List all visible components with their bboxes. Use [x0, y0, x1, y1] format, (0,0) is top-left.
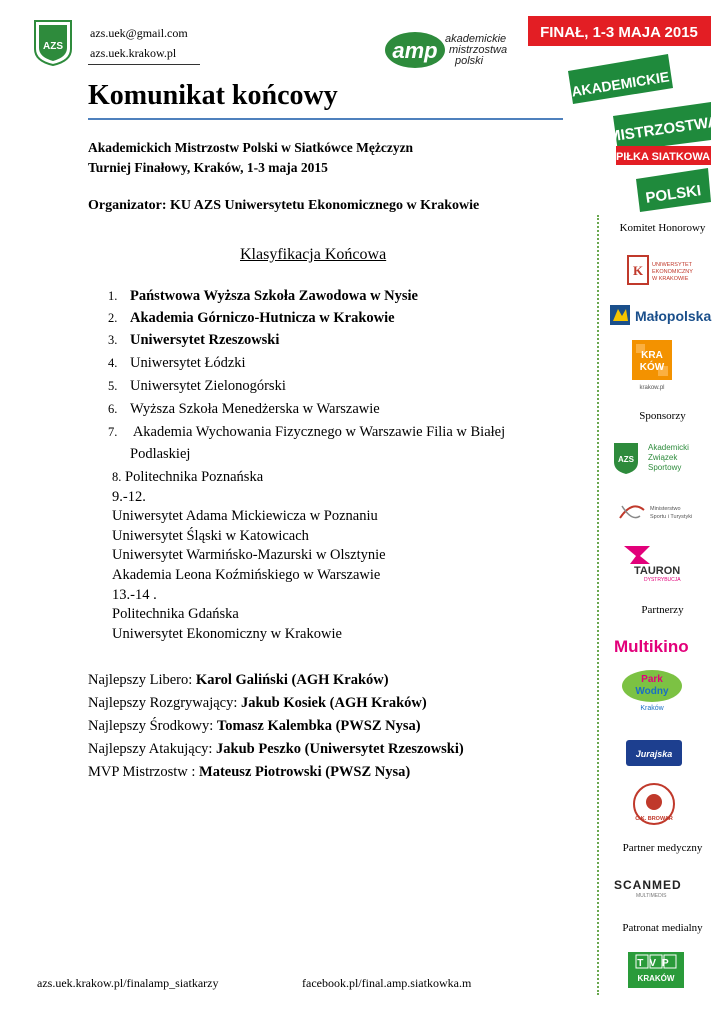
rank-number: 2. [108, 311, 118, 325]
svg-text:MISTRZOSTWA: MISTRZOSTWA [607, 113, 711, 146]
rank-number: 7. [108, 425, 118, 439]
final-banner [528, 16, 711, 213]
azs-logo [33, 19, 73, 67]
page-title: Komunikat końcowy [88, 80, 338, 111]
title-rule [88, 118, 563, 120]
footer-link-facebook[interactable]: facebook.pl/final.amp.siatkowka.m [302, 976, 472, 990]
team-name: Akademia Górniczo-Hutnicza w Krakowie [130, 310, 395, 326]
svg-text:Kraków: Kraków [640, 705, 664, 712]
ranking-item-3 [108, 332, 279, 349]
svg-text:Związek: Związek [648, 453, 678, 462]
ranking-item-2 [108, 310, 395, 327]
svg-text:Multikino: Multikino [614, 637, 689, 656]
svg-text:TAURON: TAURON [634, 565, 681, 577]
svg-text:W KRAKOWIE: W KRAKOWIE [652, 276, 689, 282]
ministry-logo [610, 498, 715, 524]
azs-sponsor-logo [610, 440, 715, 476]
svg-text:C.K. BROWAR: C.K. BROWAR [635, 816, 673, 822]
group-team: Uniwersytet Warmińsko-Mazurski w Olsztynie [112, 547, 386, 563]
svg-text:krakow.pl: krakow.pl [639, 385, 665, 391]
svg-text:DYSTRYBUCJA: DYSTRYBUCJA [644, 577, 681, 582]
tvp-krakow-logo [610, 950, 715, 990]
group-team: Uniwersytet Śląski w Katowicach [112, 528, 309, 544]
award-libero [88, 672, 389, 689]
organizer: Organizator: KU AZS Uniwersytetu Ekonomicznego w Krakowie [88, 198, 480, 213]
rank-number: 5. [108, 379, 118, 393]
svg-text:Małopolska: Małopolska [635, 308, 712, 324]
svg-text:polski: polski [455, 55, 484, 67]
tauron-logo [610, 542, 715, 582]
amp-logo [383, 22, 523, 74]
award-label: MVP Mistrzostw : [88, 764, 200, 780]
partners-label: Partnerzy [641, 604, 684, 616]
ranking-item-4 [108, 355, 246, 372]
svg-text:mistrzostwa: mistrzostwa [449, 44, 508, 56]
svg-text:Akademicki: Akademicki [648, 443, 689, 452]
award-setter [88, 695, 427, 712]
svg-text:amp: amp [392, 38, 438, 63]
contact-underline [88, 64, 200, 65]
team-name: Uniwersytet Zielonogórski [130, 378, 286, 394]
svg-text:Wodny: Wodny [635, 686, 669, 697]
svg-text:EKONOMICZNY: EKONOMICZNY [652, 269, 693, 275]
scanmed-logo [610, 875, 715, 899]
svg-text:POLSKI: POLSKI [644, 182, 703, 207]
svg-text:AZS: AZS [43, 41, 63, 52]
svg-text:K: K [632, 263, 644, 278]
award-winner: Jakub Peszko (Uniwersytet Rzeszowski) [216, 741, 464, 757]
ranking-item-8 [112, 469, 263, 486]
svg-text:Park: Park [641, 674, 663, 685]
svg-text:AZS: AZS [618, 455, 634, 464]
svg-text:Ministerstwo: Ministerstwo [650, 506, 681, 512]
svg-text:AKADEMICKIE: AKADEMICKIE [570, 68, 671, 100]
award-attacker [88, 741, 464, 758]
contact-email[interactable]: azs.uek@gmail.com [90, 26, 188, 40]
svg-text:UNIWERSYTET: UNIWERSYTET [652, 262, 693, 268]
svg-text:PIŁKA SIATKOWA: PIŁKA SIATKOWA [615, 151, 711, 163]
uek-logo [610, 252, 715, 288]
award-winner: Karol Galiński (AGH Kraków) [195, 672, 389, 688]
svg-text:FINAŁ, 1-3 MAJA 2015: FINAŁ, 1-3 MAJA 2015 [540, 24, 698, 41]
jurajska-logo [610, 738, 715, 768]
rank-number: 3. [108, 333, 118, 347]
award-middle [88, 718, 421, 735]
contact-website[interactable]: azs.uek.krakow.pl [90, 46, 177, 60]
team-name: Politechnika Poznańska [121, 469, 264, 485]
svg-text:akademickie: akademickie [445, 33, 507, 45]
ranking-item-7 [108, 424, 505, 441]
rank-number: 1. [108, 289, 118, 303]
group-label-9-12: 9.-12. [112, 489, 146, 505]
svg-text:SCANMED: SCANMED [614, 878, 682, 892]
group-label-13-14: 13.-14 . [112, 587, 157, 603]
team-name: Wyższa Szkoła Menedżerska w Warszawie [130, 401, 380, 417]
team-name: Uniwersytet Łódzki [130, 355, 246, 371]
krakow-logo [610, 338, 715, 392]
ranking-item-7-continued: Podlaskiej [130, 446, 191, 462]
rank-number: 6. [108, 402, 118, 416]
team-name: Akademia Wychowania Fizycznego w Warszawie Filia w Białej [130, 424, 506, 440]
rank-number: 8. [112, 470, 122, 484]
subtitle-tournament: Turniej Finałowy, Kraków, 1-3 maja 2015 [88, 160, 328, 175]
svg-text:KRAKÓW: KRAKÓW [637, 974, 675, 983]
media-patron-label: Patronat medialny [622, 922, 703, 934]
award-winner: Tomasz Kalembka (PWSZ Nysa) [216, 718, 421, 734]
svg-text:Sportu i Turystyki: Sportu i Turystyki [650, 514, 693, 520]
group-team: Politechnika Gdańska [112, 606, 239, 622]
award-winner: Mateusz Piotrowski (PWSZ Nysa) [199, 764, 411, 780]
park-wodny-logo [610, 666, 715, 714]
browar-logo [610, 782, 715, 830]
team-name: Uniwersytet Rzeszowski [130, 332, 280, 348]
svg-text:KRA: KRA [641, 350, 663, 361]
award-label: Najlepszy Środkowy: [88, 718, 217, 734]
svg-text:KÓW: KÓW [639, 362, 665, 373]
multikino-logo [610, 632, 715, 658]
malopolska-logo [610, 303, 715, 327]
subtitle-championship: Akademickich Mistrzostw Polski w Siatkówce Mężczyzn [88, 140, 414, 155]
classification-heading: Klasyfikacja Końcowa [240, 246, 387, 263]
group-team: Uniwersytet Adama Mickiewicza w Poznaniu [112, 508, 378, 524]
medical-partner-label: Partner medyczny [622, 842, 703, 854]
group-team: Akademia Leona Koźmińskiego w Warszawie [112, 567, 381, 583]
svg-text:MULTIMEDIS: MULTIMEDIS [636, 893, 667, 899]
award-label: Najlepszy Libero: [88, 672, 196, 688]
sidebar-divider [597, 215, 599, 995]
rank-number: 4. [108, 356, 118, 370]
svg-text:Jurajska: Jurajska [635, 749, 673, 759]
award-label: Najlepszy Atakujący: [88, 741, 217, 757]
award-winner: Jakub Kosiek (AGH Kraków) [241, 695, 427, 711]
honorary-committee-label: Komitet Honorowy [619, 222, 706, 234]
award-label: Najlepszy Rozgrywający: [88, 695, 242, 711]
svg-text:TVP: TVP [637, 958, 675, 969]
award-mvp [88, 764, 410, 781]
ranking-item-6 [108, 401, 380, 418]
sponsors-label: Sponsorzy [639, 410, 686, 422]
ranking-item-5 [108, 378, 286, 395]
group-team: Uniwersytet Ekonomiczny w Krakowie [112, 626, 342, 642]
footer-link-site[interactable]: azs.uek.krakow.pl/finalamp_siatkarzy [37, 976, 219, 990]
svg-text:Sportowy: Sportowy [648, 463, 682, 472]
ranking-item-1 [108, 288, 418, 305]
team-name: Państwowa Wyższa Szkoła Zawodowa w Nysie [130, 288, 418, 304]
